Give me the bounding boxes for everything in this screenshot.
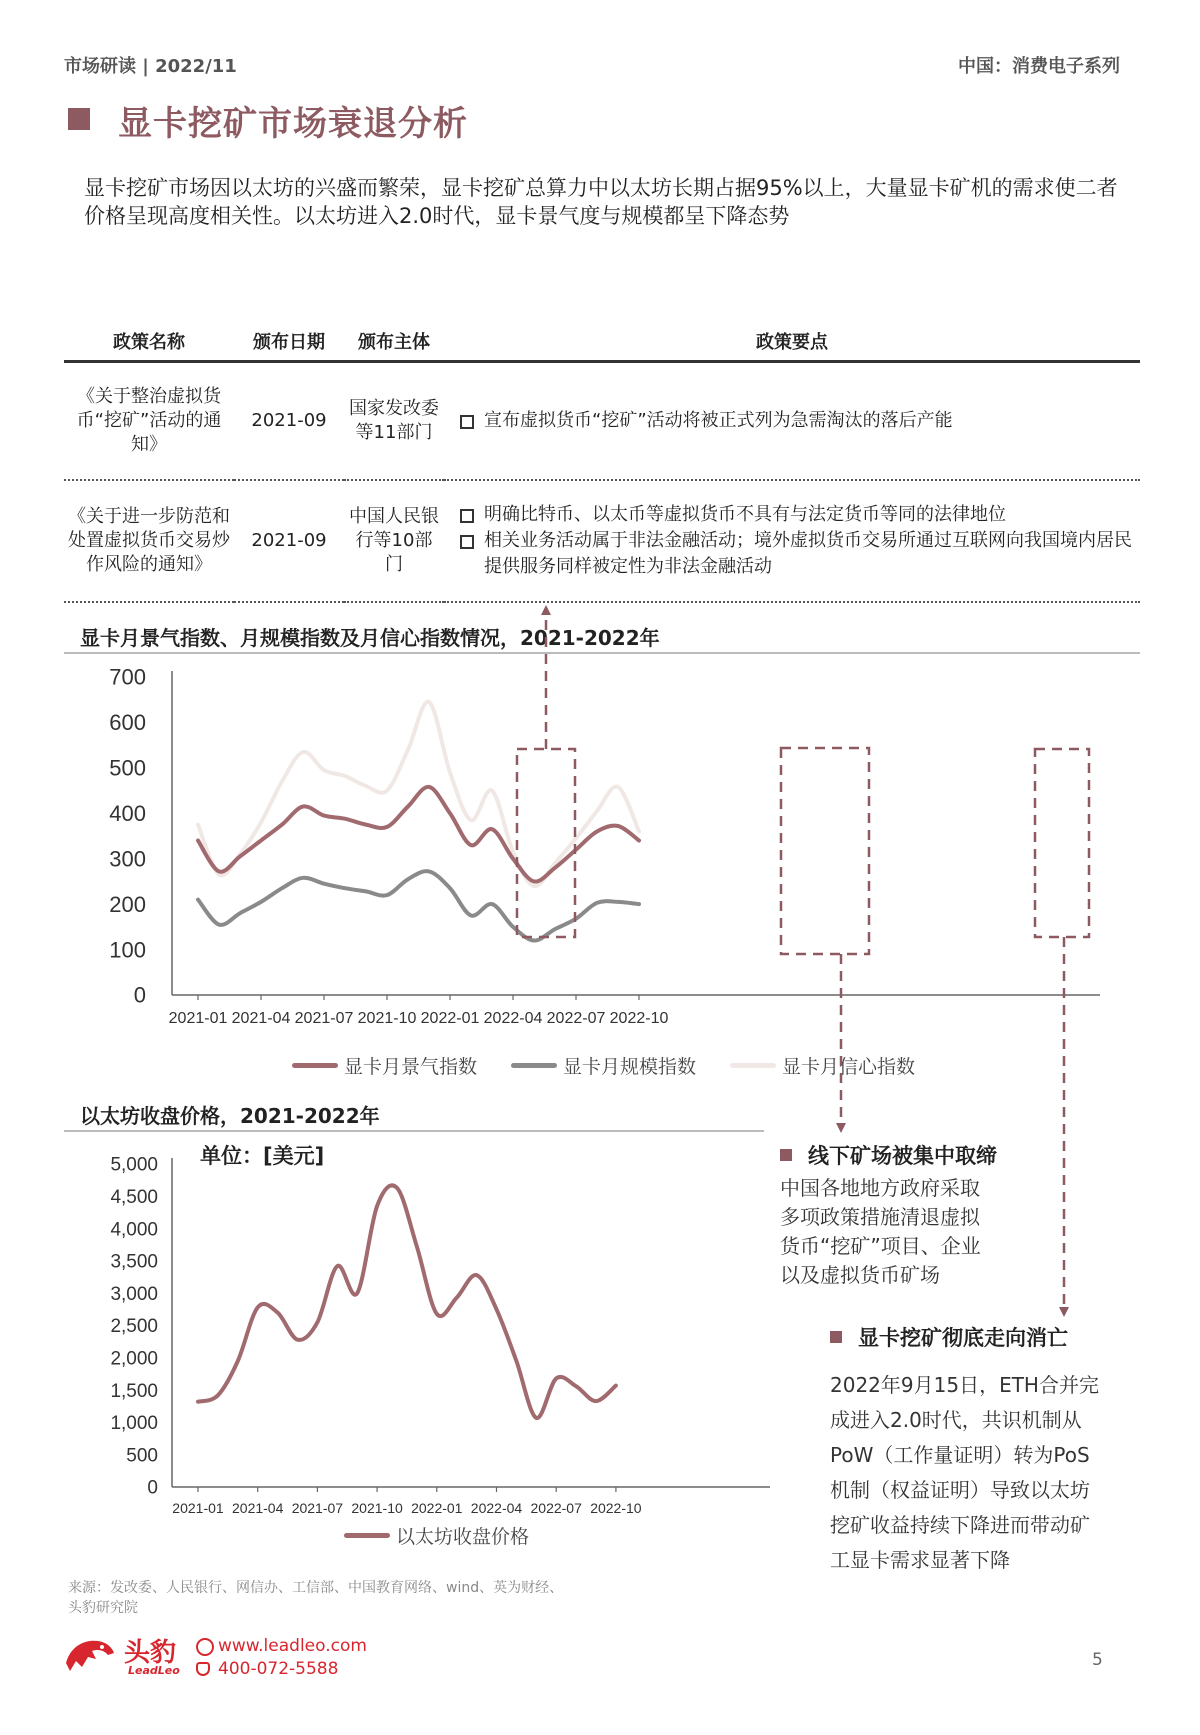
col-header-date: 颁布日期 [234, 322, 344, 362]
x-tick-label: 2022-01 [411, 1500, 463, 1516]
chart2-unit: 单位：[美元] [200, 1144, 325, 1168]
note1-line: 货币“挖矿”项目、企业 [780, 1234, 981, 1258]
x-tick-label: 2021-01 [172, 1500, 224, 1516]
policy-date: 2021-09 [234, 362, 344, 481]
y-tick-label: 500 [109, 755, 146, 781]
y-tick-label: 1,500 [110, 1380, 158, 1402]
x-tick-label: 2021-01 [168, 1010, 228, 1027]
policy-point-text: 宣布虚拟货币“挖矿”活动将被正式列为急需淘汰的落后产能 [484, 410, 953, 431]
note1-line: 中国各地地方政府采取 [780, 1176, 980, 1200]
x-tick-label: 2022-04 [470, 1500, 523, 1516]
y-tick-label: 600 [109, 710, 146, 736]
y-tick-label: 0 [133, 982, 146, 1008]
col-header-points: 政策要点 [444, 322, 1140, 362]
policy-point-text: 相关业务活动属于非法金融活动；境外虚拟货币交易所通过互联网向我国境内居民提供服务同样被定性为非法金融活动 [484, 530, 1132, 577]
highlight-box-2021-10 [517, 749, 575, 937]
note-bullet-icon [830, 1331, 842, 1343]
note2-line: 2022年9月15日，ETH合并完 [830, 1373, 1099, 1397]
note1-body [780, 1174, 981, 1290]
chart2-title: 以太坊收盘价格，2021-2022年 [80, 1104, 380, 1128]
note1-line: 多项政策措施清退虚拟 [780, 1205, 980, 1229]
page-number: 5 [1092, 1650, 1103, 1670]
legend-label: 显卡月规模指数 [563, 1056, 697, 1078]
note2-line: 成进入2.0时代，共识机制从 [830, 1408, 1082, 1432]
legend-label: 显卡月信心指数 [782, 1056, 916, 1078]
source-line: 头豹研究院 [68, 1600, 138, 1616]
x-tick-label: 2022-07 [530, 1500, 582, 1516]
y-tick-label: 1,000 [110, 1413, 158, 1435]
note2-title-text: 显卡挖矿彻底走向消亡 [858, 1326, 1068, 1350]
source-note [68, 1578, 628, 1618]
policy-issuer: 中国人民银行等10部门 [344, 480, 444, 602]
x-tick-label: 2022-10 [609, 1010, 669, 1027]
chart1-title: 显卡月景气指数、月规模指数及月信心指数情况，2021-2022年 [80, 626, 660, 650]
y-tick-label: 200 [109, 891, 146, 917]
brand-en: LeadLeo [128, 1664, 180, 1677]
y-tick-label: 4,500 [110, 1186, 158, 1208]
y-tick-label: 2,500 [110, 1316, 158, 1338]
x-tick-label: 2022-07 [546, 1010, 606, 1027]
policy-name: 《关于进一步防范和处置虚拟货币交易炒作风险的通知》 [64, 480, 234, 602]
highlight-box-2022-09 [1035, 749, 1089, 937]
x-tick-label: 2021-07 [294, 1010, 354, 1027]
policy-point-text: 明确比特币、以太币等虚拟货币不具有与法定货币等同的法律地位 [484, 504, 1006, 525]
source-line: 来源：发改委、人民银行、网信办、工信部、中国教育网络、wind、英为财经、 [68, 1580, 564, 1596]
note1-title-text: 线下矿场被集中取缔 [808, 1144, 997, 1168]
brand-cn: 头豹 [124, 1638, 177, 1668]
col-header-name: 政策名称 [64, 322, 234, 362]
legend-label: 显卡月景气指数 [344, 1056, 478, 1078]
x-tick-label: 2021-10 [357, 1010, 417, 1027]
x-tick-label: 2021-04 [231, 1010, 291, 1027]
policy-issuer: 国家发改委等11部门 [344, 362, 444, 481]
note2-line: 挖矿收益持续下降进而带动矿 [830, 1513, 1090, 1537]
x-tick-label: 2022-04 [483, 1010, 543, 1027]
x-tick-label: 2022-01 [420, 1010, 480, 1027]
x-tick-label: 2021-07 [291, 1500, 344, 1516]
y-tick-label: 2,000 [110, 1348, 158, 1370]
y-tick-label: 0 [147, 1477, 158, 1499]
page-title: 显卡挖矿市场衰退分析 [118, 104, 468, 144]
note2-body [830, 1368, 1099, 1578]
y-tick-label: 3,500 [110, 1251, 158, 1273]
note2-line: 机制（权益证明）导致以太坊 [830, 1478, 1090, 1502]
y-tick-label: 500 [126, 1445, 158, 1467]
intro-text: 显卡挖矿市场因以太坊的兴盛而繁荣，显卡挖矿总算力中以太坊长期占据95%以上，大量显卡矿机的需求使二者价格呈现高度相关性。以太坊进入2.0时代，显卡景气度与规模都呈下降态势 [84, 176, 1118, 228]
note-bullet-icon [780, 1149, 792, 1161]
note2-line: PoW（工作量证明）转为PoS [830, 1443, 1090, 1467]
note2-title [830, 1322, 1068, 1352]
highlight-box-2022-04 [781, 748, 869, 954]
x-tick-label: 2021-04 [232, 1500, 284, 1516]
note1-line: 以及虚拟货币矿场 [780, 1263, 940, 1287]
note2-line: 工显卡需求显著下降 [830, 1548, 1010, 1572]
footer-phone: 400-072-5588 [218, 1659, 339, 1679]
y-tick-label: 5,000 [110, 1154, 158, 1176]
y-tick-label: 4,000 [110, 1219, 158, 1241]
x-tick-label: 2022-10 [590, 1500, 642, 1516]
policy-name: 《关于整治虚拟货币“挖矿”活动的通知》 [64, 362, 234, 481]
y-tick-label: 400 [109, 800, 146, 826]
policy-date: 2021-09 [234, 480, 344, 602]
web-icon [196, 1638, 214, 1656]
y-tick-label: 700 [109, 664, 146, 690]
x-tick-label: 2021-10 [351, 1500, 403, 1516]
leopard-logo-icon [62, 1633, 116, 1677]
legend-label: 以太坊收盘价格 [396, 1526, 530, 1548]
y-tick-label: 3,000 [110, 1283, 158, 1305]
footer-url[interactable]: www.leadleo.com [218, 1636, 367, 1656]
y-tick-label: 100 [109, 937, 146, 963]
y-tick-label: 300 [109, 846, 146, 872]
note1-title [780, 1140, 997, 1170]
header-right: 中国：消费电子系列 [958, 56, 1120, 77]
phone-icon [196, 1662, 210, 1676]
header-left: 市场研读 | 2022/11 [64, 56, 237, 77]
col-header-issuer: 颁布主体 [344, 322, 444, 362]
